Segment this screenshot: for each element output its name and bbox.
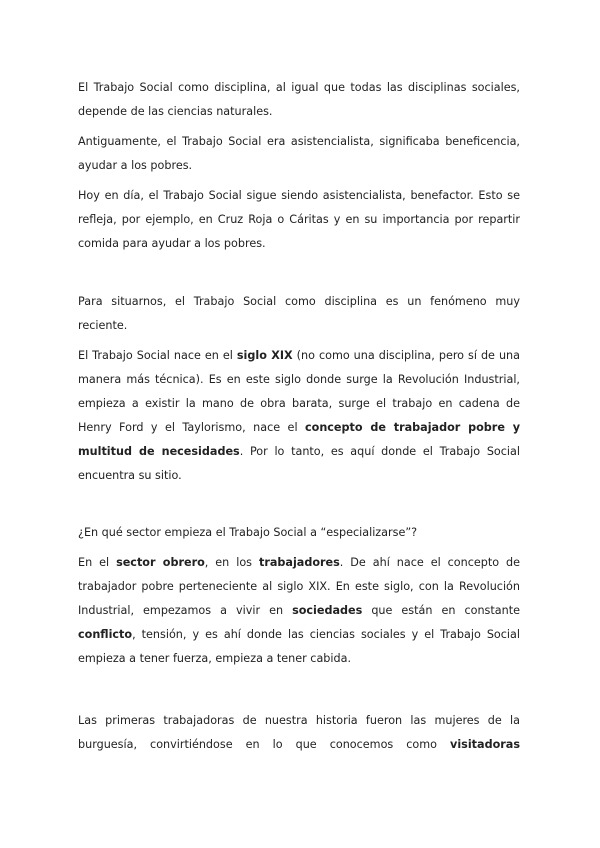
text-run: En el	[78, 556, 117, 569]
text-run: , tensión, y es ahí donde las ciencias sociales y el Trabajo Social empieza a tener fuerza, empieza a tener cabida.	[78, 628, 520, 665]
bold-term: sector obrero	[116, 556, 205, 569]
paragraph-4: Para situarnos, el Trabajo Social como disciplina es un fenómeno muy reciente.	[78, 295, 520, 332]
bold-term: conflicto	[78, 628, 133, 641]
paragraph-5	[78, 344, 520, 488]
text-run: El Trabajo Social nace en el	[78, 349, 237, 362]
bold-term: visitadoras	[450, 738, 520, 751]
text-run: que están en constante	[362, 604, 520, 617]
bold-term: sociedades	[292, 604, 363, 617]
paragraph-1: El Trabajo Social como disciplina, al igual que todas las disciplinas sociales, depende de las ciencias naturales.	[78, 81, 520, 118]
text-run: , en los	[204, 556, 259, 569]
text-run: . Por lo tanto, es aquí donde el Trabajo Social encuentra su sitio.	[78, 445, 520, 482]
bold-term: concepto de trabajador pobre y multitud de necesidades	[78, 421, 520, 458]
paragraph-7	[78, 551, 520, 671]
paragraph-2: Antiguamente, el Trabajo Social era asistencialista, significaba beneficencia, ayudar a los pobres.	[78, 135, 520, 172]
document-page	[78, 76, 520, 763]
text-run: (no como una disciplina, pero sí de una manera más técnica). Es en este siglo donde surge la Revolución Industrial, empieza a existir la mano de obra barata, surge el trabajo en cadena de Henry Ford y el Taylorismo, nace el	[78, 349, 520, 434]
paragraph-3: Hoy en día, el Trabajo Social sigue siendo asistencialista, benefactor. Esto se refleja, por ejemplo, en Cruz Roja o Cáritas y en su importancia por repartir comida para ayudar a los pobres.	[78, 189, 520, 250]
text-run: Las primeras trabajadoras de nuestra historia fueron las mujeres de la burguesía, convirtiéndose en lo que conocemos como	[78, 714, 520, 751]
bold-term: trabajadores	[258, 556, 340, 569]
paragraph-8	[78, 709, 520, 757]
text-run: . De ahí nace el concepto de trabajador pobre perteneciente al siglo XIX. En este siglo, con la Revolución Industrial, empezamos a vivir en	[78, 556, 521, 617]
section-question: ¿En qué sector empieza el Trabajo Social a “especializarse”?	[78, 526, 418, 539]
bold-term: siglo XIX	[236, 349, 293, 362]
